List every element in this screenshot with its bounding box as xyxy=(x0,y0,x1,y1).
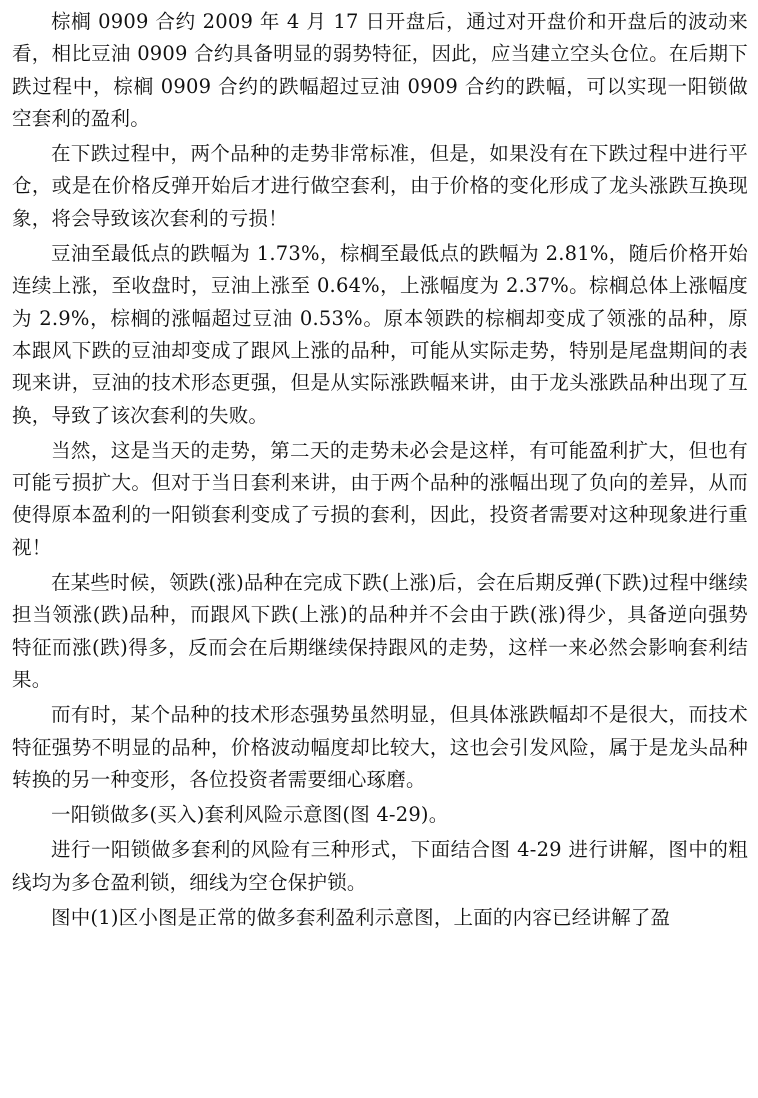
paragraph: 豆油至最低点的跌幅为 1.73%，棕榈至最低点的跌幅为 2.81%，随后价格开始连续上涨，至收盘时，豆油上涨至 0.64%，上涨幅度为 2.37%。棕榈总体上涨幅度为 2.9%，棕榈的涨幅超过豆油 0.53%。原本领跌的棕榈却变成了领涨的品种，原本跟风下跌的豆油却变成了跟风上涨的品种，可能从实际走势，特别是尾盘期间的表现来讲，豆油的技术形态更强，但是从实际涨跌幅来讲，由于龙头涨跌品种出现了互换，导致了该次套利的失败。 xyxy=(12,242,748,427)
paragraph: 一阳锁做多(买入)套利风险示意图(图 4-29)。 xyxy=(51,803,449,827)
body-text xyxy=(12,6,748,934)
paragraph: 在下跌过程中，两个品种的走势非常标准，但是，如果没有在下跌过程中进行平仓，或是在价格反弹开始后才进行做空套利，由于价格的变化形成了龙头涨跌互换现象，将会导致该次套利的亏损！ xyxy=(12,142,748,230)
paragraph: 在某些时候，领跌(涨)品种在完成下跌(上涨)后，会在后期反弹(下跌)过程中继续担当领涨(跌)品种，而跟风下跌(上涨)的品种并不会由于跌(涨)得少，具备逆向强势特征而涨(跌)得多，反而会在后期继续保持跟风的走势，这样一来必然会影响套利结果。 xyxy=(12,571,748,691)
paragraph: 而有时，某个品种的技术形态强势虽然明显，但具体涨跌幅却不是很大，而技术特征强势不明显的品种，价格波动幅度却比较大，这也会引发风险，属于是龙头品种转换的另一种变形，各位投资者需要细心琢磨。 xyxy=(12,703,748,791)
paragraph: 当然，这是当天的走势，第二天的走势未必会是这样，有可能盈利扩大，但也有可能亏损扩大。但对于当日套利来讲，由于两个品种的涨幅出现了负向的差异，从而使得原本盈利的一阳锁套利变成了亏损的套利，因此，投资者需要对这种现象进行重视！ xyxy=(12,438,748,559)
paragraph: 图中(1)区小图是正常的做多套利盈利示意图，上面的内容已经讲解了盈 xyxy=(51,906,671,930)
paragraph: 进行一阳锁做多套利的风险有三种形式，下面结合图 4-29 进行讲解，图中的粗线均为多仓盈利锁，细线为空仓保护锁。 xyxy=(12,838,748,894)
paragraph: 棕榈 0909 合约 2009 年 4 月 17 日开盘后，通过对开盘价和开盘后的波动来看，相比豆油 0909 合约具备明显的弱势特征，因此，应当建立空头仓位。在后期下跌过程中，棕榈 0909 合约的跌幅超过豆油 0909 合约的跌幅，可以实现一阳锁做空套利的盈利。 xyxy=(12,10,748,130)
